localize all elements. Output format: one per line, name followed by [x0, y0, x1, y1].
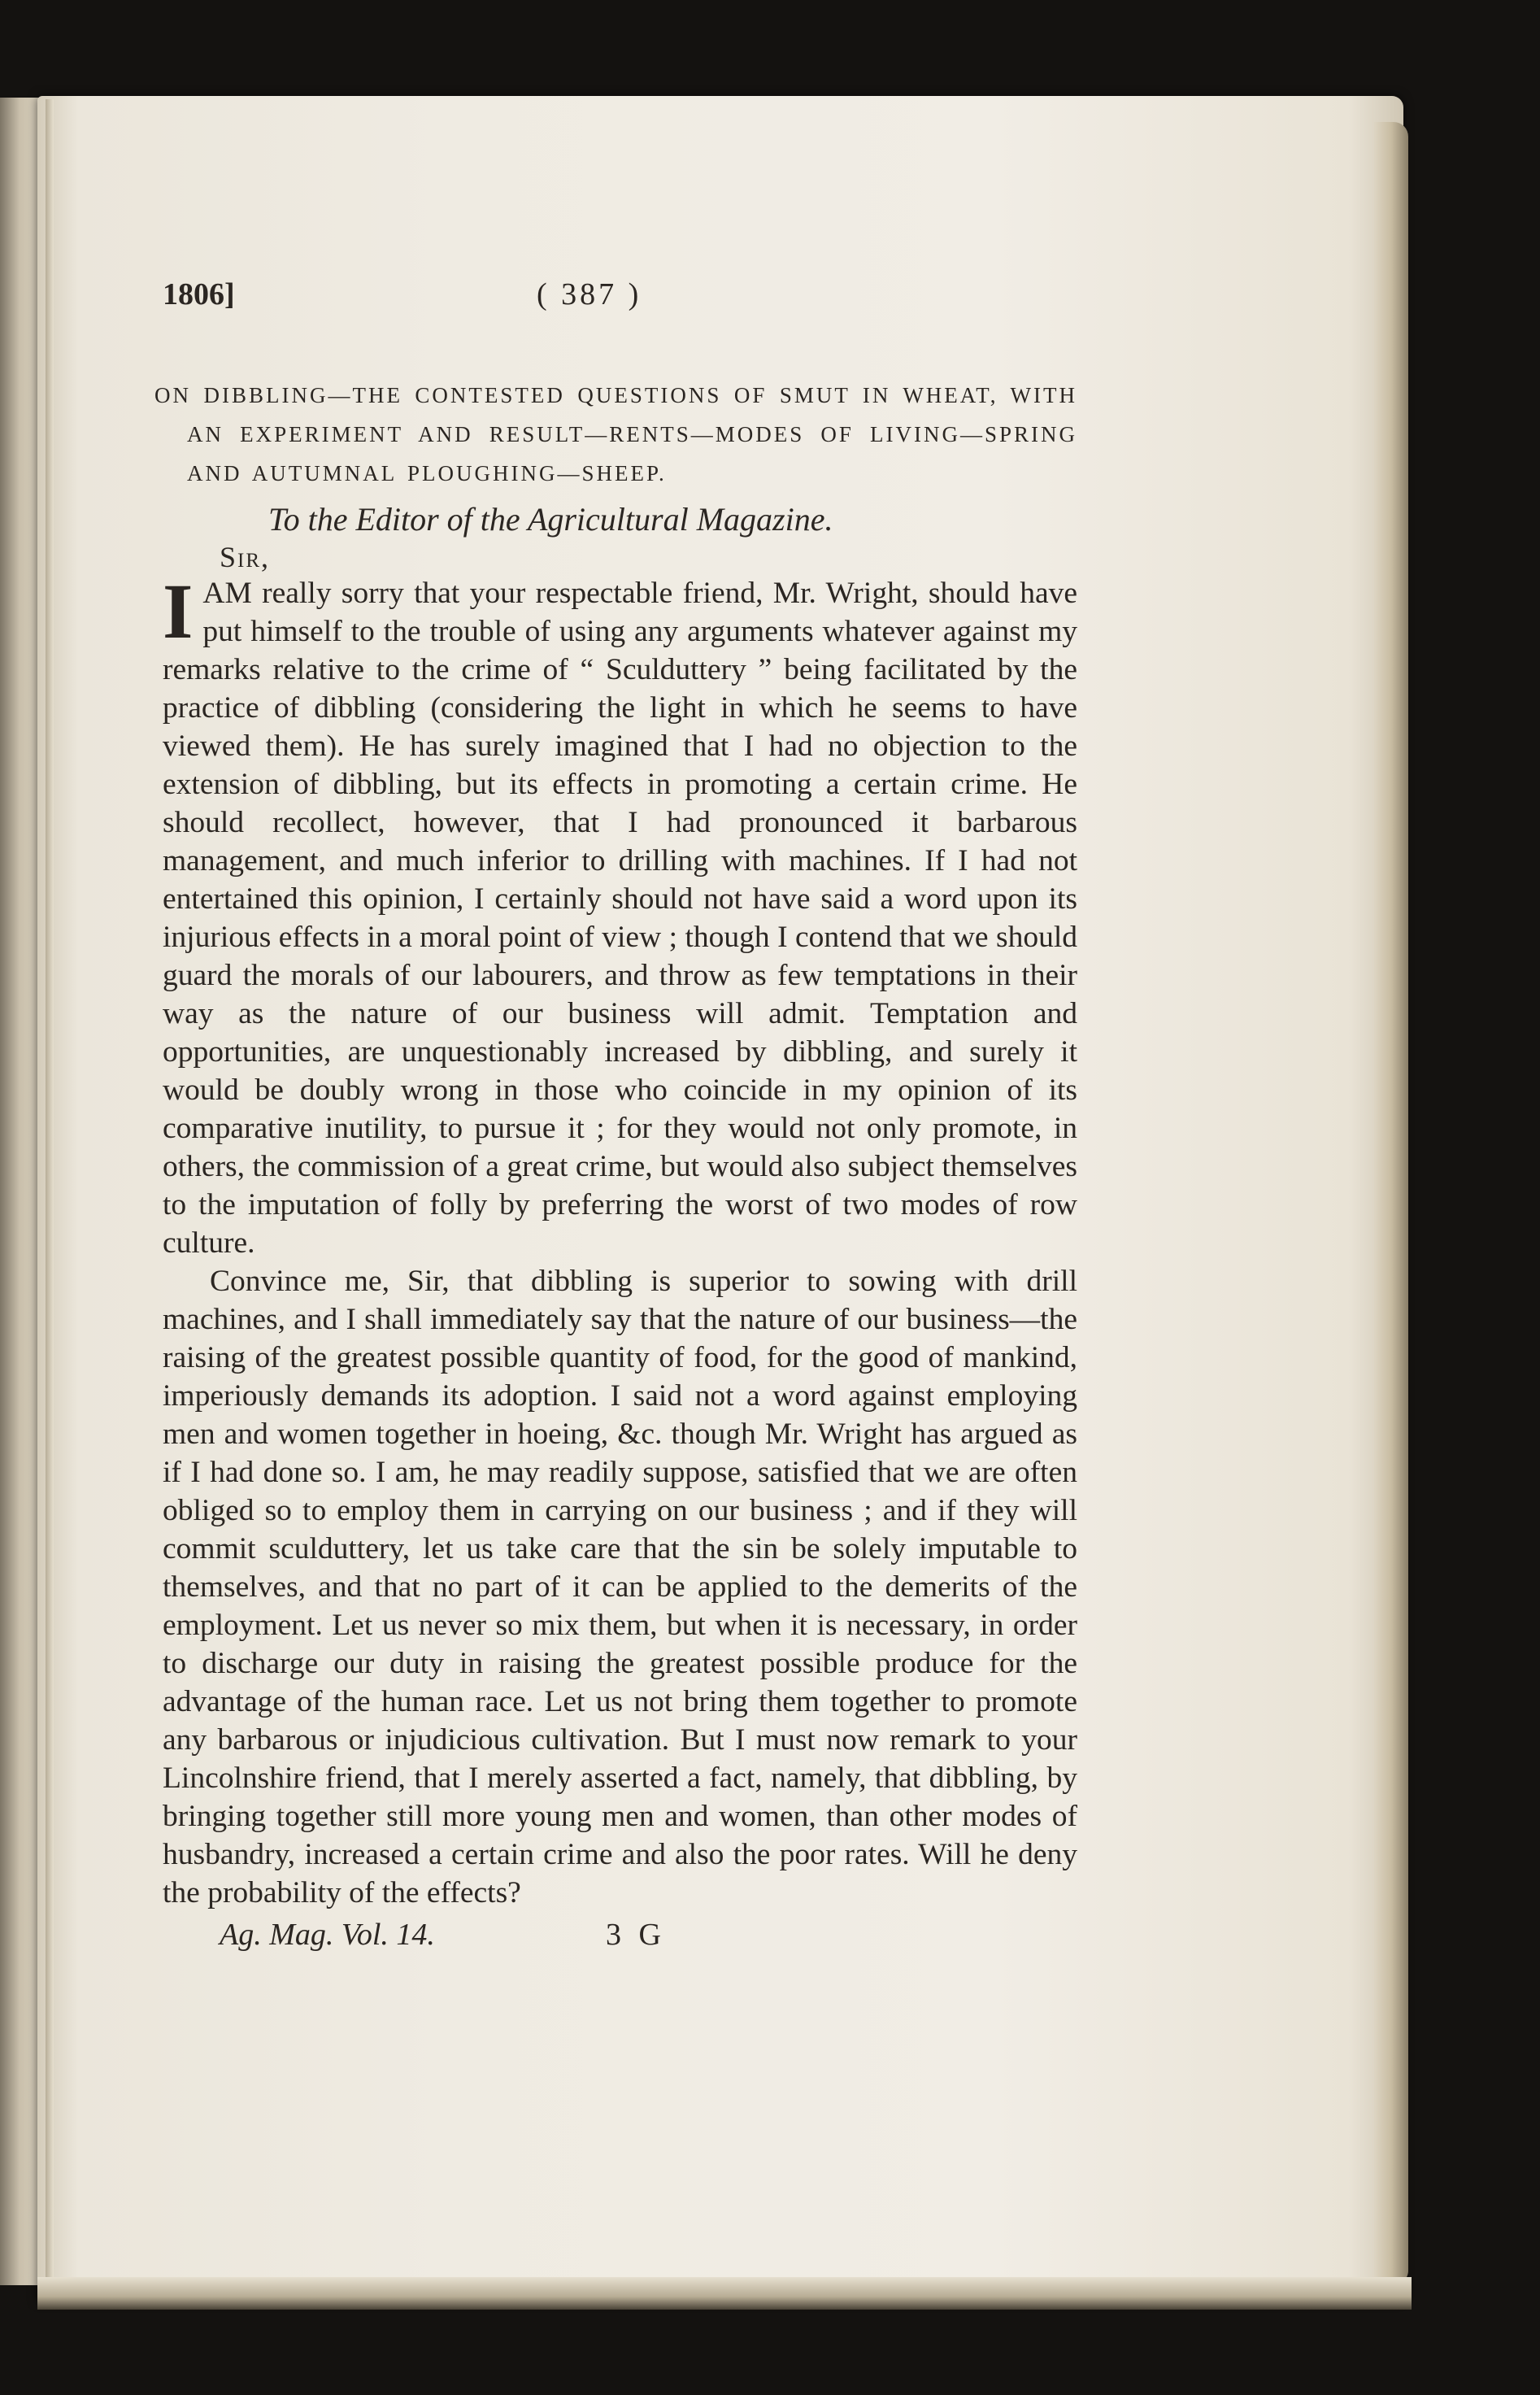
- page-footer: [163, 1917, 1077, 1957]
- article-heading: ON DIBBLING—THE CONTESTED QUESTIONS OF SMUT IN WHEAT, WITH AN EXPERIMENT AND RESULT—RENTS—MODES OF LIVING—SPRING AND AUTUMNAL PLOUGHING—SHEEP.: [154, 383, 1077, 486]
- editor-address: To the Editor of the Agricultural Magazine.: [268, 501, 833, 538]
- signature-mark: 3 G: [606, 1918, 666, 1952]
- paragraph-2: Convince me, Sir, that dibbling is superior to sowing with drill machines, and I shall immediately say that the nature of our business—the raising of the greatest possible quantity of food, for the good of mankind, imperiously demands its adoption. I said not a word against employing men and women together in hoeing, &c. though Mr. Wright has argued as if I had done so. I am, he may readily suppose, satisfied that we are often obliged so to employ them in carrying on our business ; and if they will commit sculduttery, let us take care that the sin be solely imputable to themselves, and that no part of it can be applied to the demerits of the employment. Let us never so mix them, but when it is necessary, in order to discharge our duty in raising the greatest possible produce for the advantage of the human race. Let us not bring them together to promote any barbarous or injudicious cultivation. But I must now remark to your Lincolnshire friend, that I merely asserted a fact, namely, that dibbling, by bringing together still more young men and women, than other modes of husbandry, increased a certain crime and also the poor rates. Will he deny the probability of the effects?: [163, 1265, 1077, 1909]
- journal-signature: Ag. Mag. Vol. 14.: [220, 1918, 435, 1952]
- page-text-block: [154, 277, 1077, 1957]
- page-bottom-edge: [37, 2277, 1412, 2310]
- running-head: [163, 277, 1077, 325]
- paragraph-1-text: AM really sorry that your respectable friend, Mr. Wright, should have put himself to the trouble of using any arguments whatever against my remarks relative to the crime of “ Sculduttery ” being facilitated by the practice of dibbling (considering the light in which he seems to have viewed them). He has surely imagined that I had no objection to the extension of dibbling, but its effects in promoting a certain crime. He should recollect, however, that I had pronounced it barbarous management, and much inferior to drilling with machines. If I had not entertained this opinion, I certainly should not have said a word upon its injurious effects in a moral point of view ; though I contend that we should guard the morals of our labourers, and throw as few temptations in their way as the nature of our business will admit. Temptation and opportunities, are unquestionably increased by dibbling, and surely it would be doubly wrong in those who coincide in my opinion of its comparative inutility, to pursue it ; for they would not only promote, in others, the commission of a great crime, but would also subject themselves to the imputation of folly by preferring the worst of two modes of row culture.: [163, 577, 1077, 1260]
- paragraph-1: [163, 568, 1077, 1262]
- running-head-year: 1806]: [163, 277, 235, 311]
- page-number: ( 387 ): [537, 277, 642, 311]
- drop-cap: I: [163, 568, 194, 655]
- page-gutter: [46, 99, 54, 2295]
- article-body: [163, 568, 1077, 1912]
- page-fore-edge: [1374, 122, 1408, 2285]
- salutation: Sir,: [220, 541, 271, 573]
